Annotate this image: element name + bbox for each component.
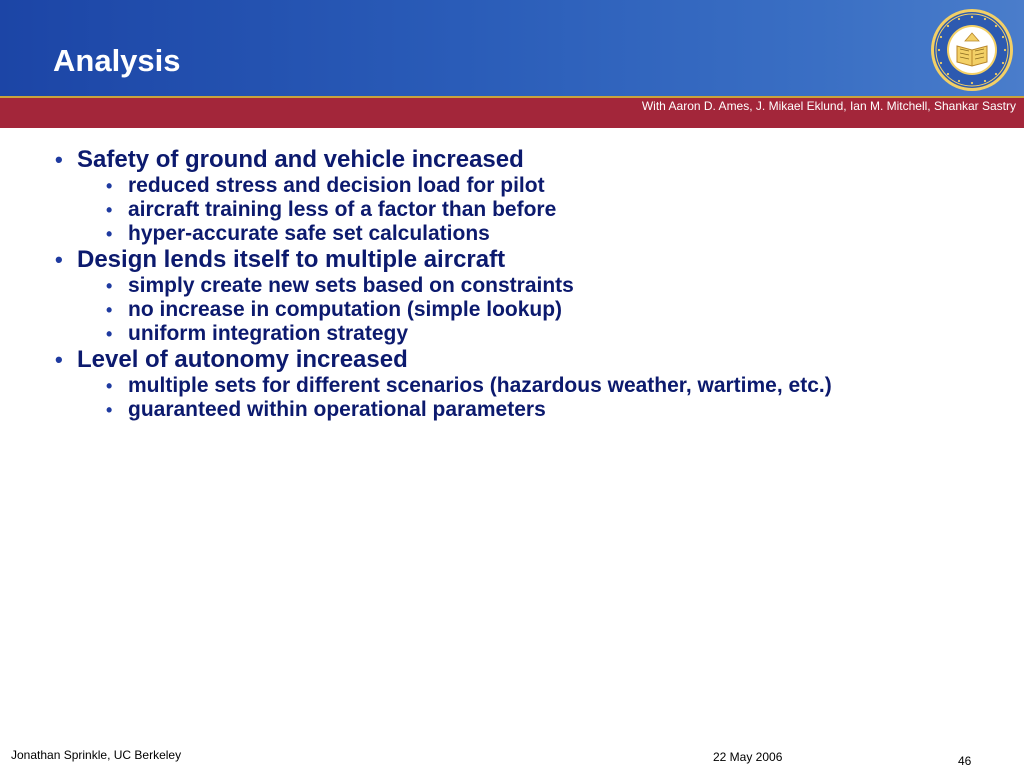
sub-bullet-text: aircraft training less of a factor than before: [128, 198, 557, 221]
sub-bullet-text: simply create new sets based on constraints: [128, 274, 574, 297]
sub-bullet-marker: •: [106, 224, 113, 244]
bullet-marker: •: [55, 247, 63, 272]
sub-bullet-item: [0, 298, 977, 322]
bullet-marker: •: [55, 347, 63, 372]
sub-bullet-item: [0, 174, 977, 198]
footer-author: Jonathan Sprinkle, UC Berkeley: [11, 748, 182, 762]
bullet-content: [0, 146, 1024, 422]
sub-bullet-item: [0, 322, 977, 346]
bullet-text: Safety of ground and vehicle increased: [77, 146, 524, 173]
sub-bullet-list: [77, 374, 977, 422]
page-number: 46: [958, 754, 972, 768]
footer-date: 22 May 2006: [713, 750, 783, 764]
sub-bullet-list: [77, 274, 977, 346]
sub-bullet-marker: •: [106, 376, 113, 396]
sub-bullet-text: hyper-accurate safe set calculations: [128, 222, 490, 245]
sub-bullet-list: [77, 174, 977, 246]
sub-bullet-marker: •: [106, 200, 113, 220]
sub-bullet-text: multiple sets for different scenarios (hazardous weather, wartime, etc.): [128, 374, 832, 397]
sub-bullet-marker: •: [106, 276, 113, 296]
slide-title: Analysis: [53, 43, 181, 78]
bullet-marker: •: [55, 147, 63, 172]
bullet-item: [0, 346, 1024, 422]
sub-bullet-item: [0, 374, 977, 398]
bullet-list: [0, 146, 1024, 422]
sub-bullet-item: [0, 398, 977, 422]
bullet-text: Design lends itself to multiple aircraft: [77, 246, 506, 273]
sub-bullet-item: [0, 198, 977, 222]
sub-bullet-text: no increase in computation (simple lookup): [128, 298, 563, 321]
sub-bullet-item: [0, 222, 977, 246]
bullet-item: [0, 246, 1024, 346]
sub-bullet-item: [0, 274, 977, 298]
bullet-text: Level of autonomy increased: [77, 346, 408, 373]
credits-text: With Aaron D. Ames, J. Mikael Eklund, Ian M. Mitchell, Shankar Sastry: [641, 99, 1016, 113]
sub-bullet-text: guaranteed within operational parameters: [128, 398, 546, 421]
sub-bullet-marker: •: [106, 176, 113, 196]
sub-bullet-text: uniform integration strategy: [128, 322, 409, 345]
sub-bullet-marker: •: [106, 324, 113, 344]
sub-bullet-marker: •: [106, 400, 113, 420]
sub-bullet-text: reduced stress and decision load for pilot: [128, 174, 545, 197]
sub-bullet-marker: •: [106, 300, 113, 320]
uc-seal-icon: [930, 8, 1014, 92]
bullet-item: [0, 146, 1024, 246]
